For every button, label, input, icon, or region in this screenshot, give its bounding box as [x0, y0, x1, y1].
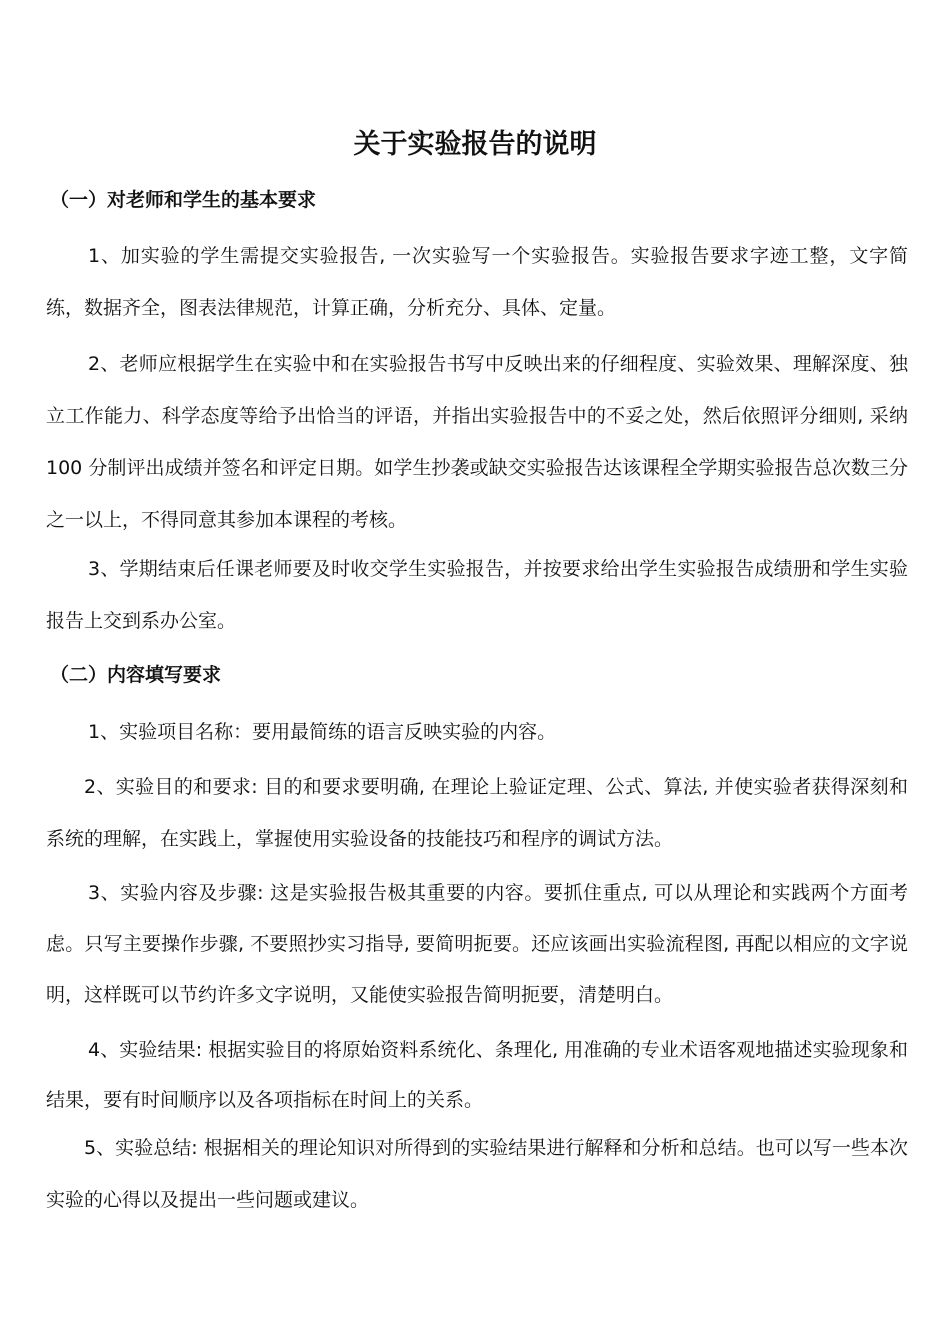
paragraph-2-4: 4、实验结果: 根据实验目的将原始资料系统化、条理化, 用准确的专业术语客观地描述实验现象和结果，要有时间顺序以及各项指标在时间上的关系。 [46, 1039, 908, 1111]
paragraph-1-3: 3、学期结束后任课老师要及时收交学生实验报告，并按要求给出学生实验报告成绩册和学生实验报告上交到系办公室。 [46, 558, 908, 632]
section-heading-content-requirements: （二）内容填写要求 [50, 664, 222, 686]
paragraph-2-1: 1、实验项目名称：要用最简练的语言反映实验的内容。 [88, 721, 557, 743]
section-heading-basic-requirements: （一）对老师和学生的基本要求 [50, 189, 317, 211]
paragraph-2-3: 3、实验内容及步骤: 这是实验报告极其重要的内容。要抓住重点, 可以从理论和实践两个方面考虑。只写主要操作步骤, 不要照抄实习指导, 要简明扼要。还应该画出实验流程图, 再配以相应的文字说明，这样既可以节约许多文字说明，又能使实验报告简明扼要，清楚明白。 [46, 882, 908, 1006]
paragraph-2-5: 5、实验总结: 根据相关的理论知识对所得到的实验结果进行解释和分析和总结。也可以写一些本次实验的心得以及提出一些问题或建议。 [46, 1137, 908, 1211]
paragraph-2-2: 2、实验目的和要求: 目的和要求要明确, 在理论上验证定理、公式、算法, 并使实验者获得深刻和系统的理解，在实践上，掌握使用实验设备的技能技巧和程序的调试方法。 [46, 776, 908, 850]
paragraph-1-2: 2、老师应根据学生在实验中和在实验报告书写中反映出来的仔细程度、实验效果、理解深度、独立工作能力、科学态度等给予出恰当的评语，并指出实验报告中的不妥之处，然后依照评分细则, 采纳 100 分制评出成绩并签名和评定日期。如学生抄袭或缺交实验报告达该课程全学期实验报告总次数三分之一以上，不得同意其参加本课程的考核。 [46, 353, 908, 531]
paragraph-1-1: 1、加实验的学生需提交实验报告, 一次实验写一个实验报告。实验报告要求字迹工整，文字简练，数据齐全，图表法律规范，计算正确，分析充分、具体、定量。 [46, 245, 908, 319]
document-title: 关于实验报告的说明 [353, 129, 597, 160]
